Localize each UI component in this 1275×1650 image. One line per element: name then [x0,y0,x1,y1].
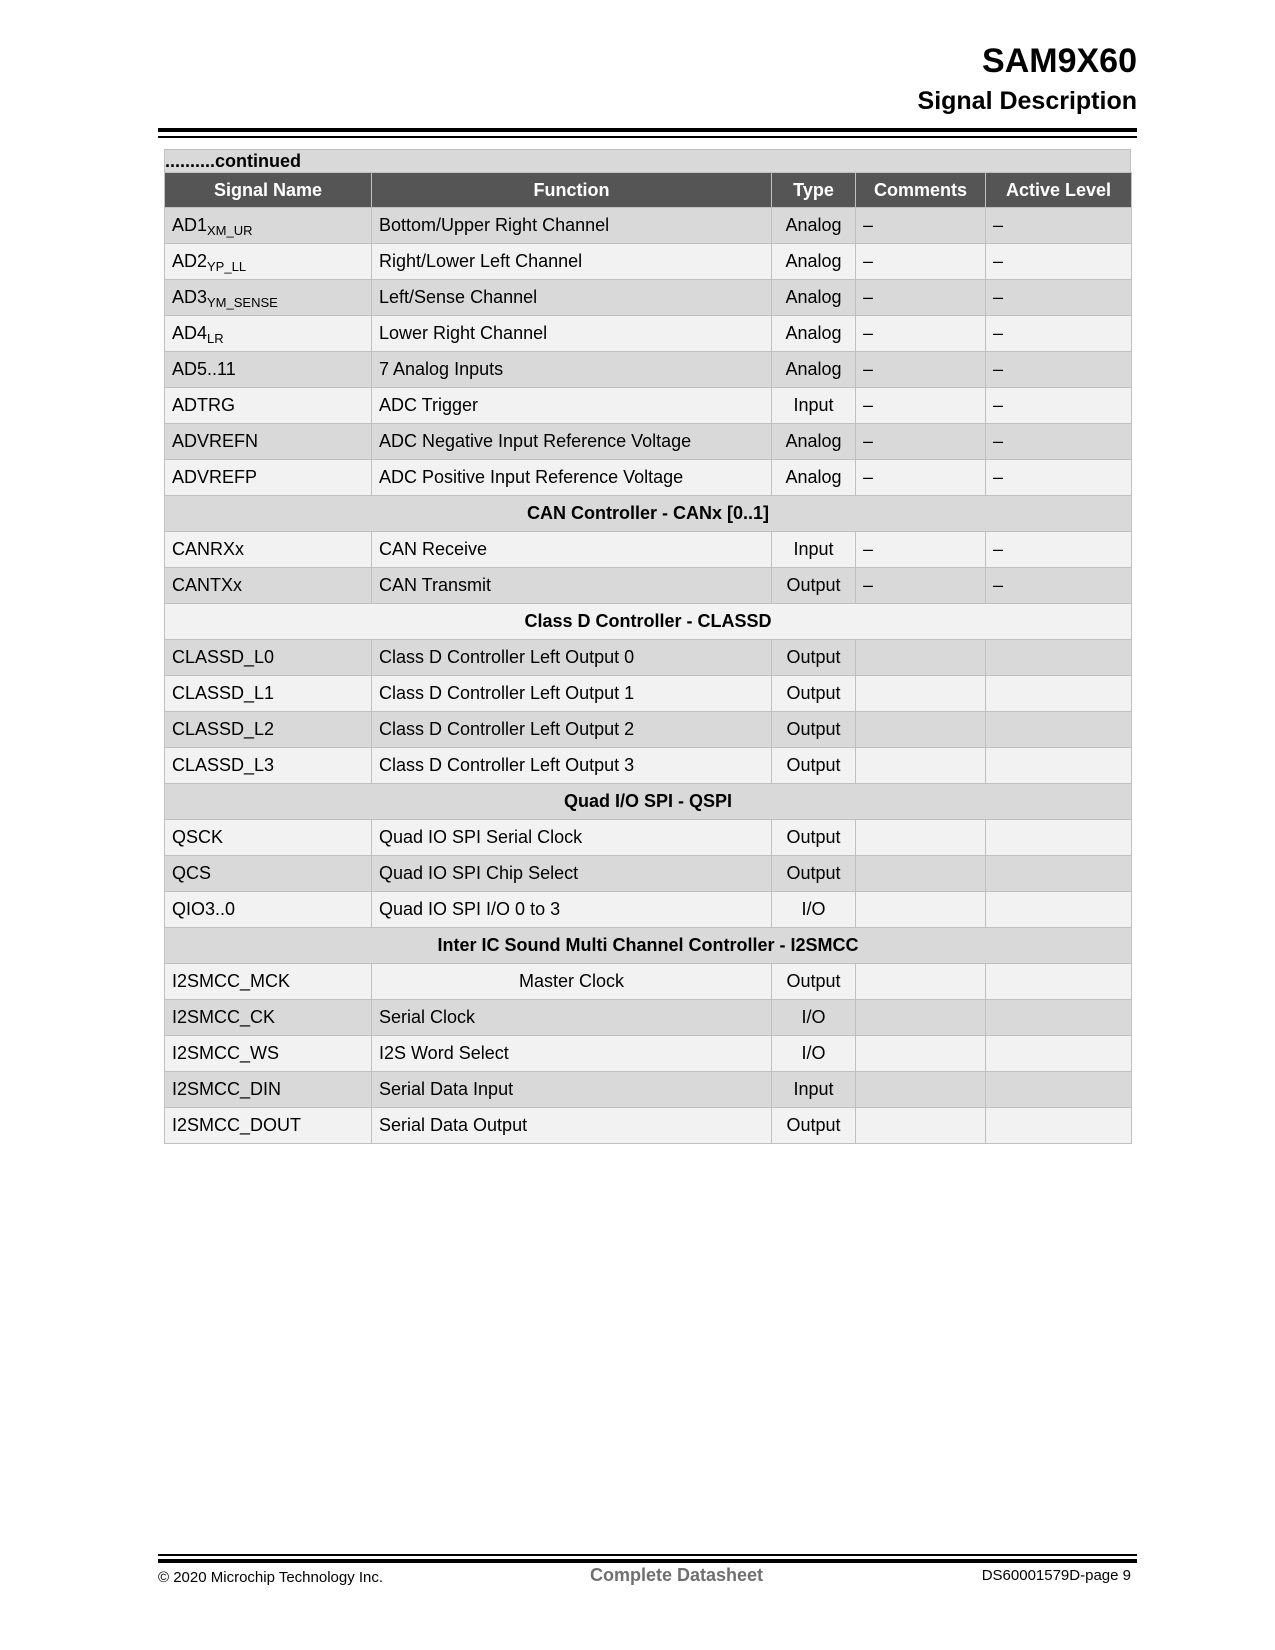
cell-comments: – [856,280,986,316]
table-body [165,208,1132,1144]
signal-name-text: QCS [172,863,212,883]
table-row [165,352,1132,388]
signal-name-text: ADVREFN [172,431,259,451]
cell-function: Master Clock [372,964,772,1000]
cell-comments [856,712,986,748]
signal-name-text: CLASSD_L0 [172,647,275,667]
cell-signal-name [165,1072,372,1108]
column-header-function: Function [372,173,772,208]
footer-rule-thin [158,1554,1137,1556]
cell-active-level: – [986,568,1132,604]
header-rule-thick [158,128,1137,132]
cell-comments: – [856,424,986,460]
cell-function: I2S Word Select [372,1036,772,1072]
cell-comments [856,964,986,1000]
cell-type: Analog [772,460,856,496]
cell-function: Serial Data Output [372,1108,772,1144]
cell-signal-name [165,352,372,388]
cell-comments: – [856,352,986,388]
cell-type: Analog [772,208,856,244]
table-row [165,892,1132,928]
cell-type: I/O [772,1036,856,1072]
cell-active-level: – [986,316,1132,352]
cell-type: Analog [772,424,856,460]
cell-active-level: – [986,352,1132,388]
cell-function: Quad IO SPI I/O 0 to 3 [372,892,772,928]
signal-name-text: AD1 [172,215,208,235]
cell-comments [856,892,986,928]
header-rule-thin [158,136,1137,138]
document-title: SAM9X60 [982,42,1137,80]
cell-signal-name [165,964,372,1000]
cell-comments [856,676,986,712]
cell-active-level [986,1108,1132,1144]
signal-table-container [164,149,1131,1144]
cell-type: Input [772,1072,856,1108]
cell-comments: – [856,388,986,424]
continued-label: ..........continued [164,149,1131,172]
signal-name-text: I2SMCC_MCK [172,971,291,991]
table-row [165,712,1132,748]
cell-type: I/O [772,892,856,928]
cell-active-level: – [986,280,1132,316]
cell-signal-name [165,280,372,316]
cell-type: Output [772,712,856,748]
cell-type: Output [772,1108,856,1144]
cell-signal-name [165,1036,372,1072]
cell-signal-name [165,748,372,784]
signal-name-text: QIO3..0 [172,899,236,919]
table-row [165,1036,1132,1072]
table-row [165,1000,1132,1036]
cell-active-level [986,820,1132,856]
signal-name-text: AD5..11 [172,359,236,379]
cell-active-level: – [986,460,1132,496]
cell-signal-name [165,1000,372,1036]
signal-name-text: CLASSD_L1 [172,683,275,703]
cell-signal-name [165,892,372,928]
cell-type: Output [772,568,856,604]
signal-name-subscript: XM_UR [207,223,253,238]
table-row [165,856,1132,892]
signal-name-subscript: LR [207,331,224,346]
cell-function: Left/Sense Channel [372,280,772,316]
cell-function: CAN Receive [372,532,772,568]
table-row [165,1108,1132,1144]
cell-comments [856,640,986,676]
cell-function: ADC Trigger [372,388,772,424]
signal-name-text: CLASSD_L3 [172,755,275,775]
cell-comments: – [856,532,986,568]
column-header-active-level: Active Level [986,173,1132,208]
cell-comments [856,1108,986,1144]
cell-type: Output [772,964,856,1000]
table-row [165,676,1132,712]
cell-active-level [986,748,1132,784]
cell-function: ADC Positive Input Reference Voltage [372,460,772,496]
footer-rule-thick [158,1559,1137,1563]
cell-signal-name [165,676,372,712]
cell-comments [856,1036,986,1072]
cell-comments [856,1072,986,1108]
section-row [165,928,1132,964]
cell-type: Analog [772,316,856,352]
cell-active-level [986,856,1132,892]
cell-comments: – [856,208,986,244]
table-row [165,208,1132,244]
column-header-comments: Comments [856,173,986,208]
signal-name-subscript: YM_SENSE [207,295,278,310]
table-row [165,424,1132,460]
table-row [165,820,1132,856]
cell-active-level: – [986,424,1132,460]
cell-comments [856,820,986,856]
section-heading: Class D Controller - CLASSD [165,604,1132,640]
table-row [165,280,1132,316]
cell-signal-name [165,388,372,424]
cell-function: Bottom/Upper Right Channel [372,208,772,244]
table-row [165,388,1132,424]
cell-signal-name [165,856,372,892]
section-title: Signal Description [917,87,1137,115]
signal-description-table [164,172,1132,1144]
signal-name-text: ADVREFP [172,467,258,487]
cell-type: Input [772,388,856,424]
cell-signal-name [165,568,372,604]
cell-function: Quad IO SPI Serial Clock [372,820,772,856]
cell-function: Lower Right Channel [372,316,772,352]
section-heading: CAN Controller - CANx [0..1] [165,496,1132,532]
signal-name-text: AD3 [172,287,208,307]
cell-comments: – [856,460,986,496]
cell-type: Input [772,532,856,568]
signal-name-text: QSCK [172,827,224,847]
column-header-type: Type [772,173,856,208]
signal-name-text: AD4 [172,323,208,343]
cell-signal-name [165,640,372,676]
cell-active-level [986,1036,1132,1072]
cell-function: Right/Lower Left Channel [372,244,772,280]
cell-signal-name [165,820,372,856]
column-header-signal-name: Signal Name [165,173,372,208]
page-header [918,40,1137,119]
cell-type: Analog [772,352,856,388]
cell-active-level: – [986,388,1132,424]
cell-active-level [986,964,1132,1000]
table-row [165,748,1132,784]
cell-active-level [986,1072,1132,1108]
section-row [165,496,1132,532]
section-row [165,604,1132,640]
cell-type: Output [772,748,856,784]
cell-active-level: – [986,208,1132,244]
signal-name-text: AD2 [172,251,208,271]
table-row [165,244,1132,280]
cell-function: Class D Controller Left Output 1 [372,676,772,712]
signal-name-subscript: YP_LL [207,259,247,274]
footer-page-ref: DS60001579D-page 9 [981,1567,1131,1584]
table-row [165,568,1132,604]
cell-function: 7 Analog Inputs [372,352,772,388]
cell-type: Output [772,856,856,892]
signal-name-text: I2SMCC_DOUT [172,1115,302,1135]
cell-signal-name [165,532,372,568]
signal-name-text: I2SMCC_DIN [172,1079,282,1099]
table-row [165,640,1132,676]
cell-signal-name [165,712,372,748]
section-row [165,784,1132,820]
cell-type: Output [772,820,856,856]
cell-signal-name [165,316,372,352]
cell-comments [856,856,986,892]
signal-name-text: I2SMCC_WS [172,1043,280,1063]
cell-type: I/O [772,1000,856,1036]
cell-comments: – [856,316,986,352]
cell-signal-name [165,460,372,496]
section-heading: Quad I/O SPI - QSPI [165,784,1132,820]
table-row [165,316,1132,352]
cell-signal-name [165,424,372,460]
table-row [165,964,1132,1000]
cell-function: CAN Transmit [372,568,772,604]
cell-active-level [986,676,1132,712]
cell-function: Class D Controller Left Output 0 [372,640,772,676]
footer-copyright: © 2020 Microchip Technology Inc. [158,1569,384,1586]
cell-comments: – [856,244,986,280]
cell-active-level: – [986,244,1132,280]
cell-function: ADC Negative Input Reference Voltage [372,424,772,460]
cell-type: Analog [772,280,856,316]
footer-doc-type: Complete Datasheet [590,1565,764,1585]
cell-function: Quad IO SPI Chip Select [372,856,772,892]
cell-type: Output [772,676,856,712]
cell-function: Class D Controller Left Output 2 [372,712,772,748]
cell-active-level [986,1000,1132,1036]
section-heading: Inter IC Sound Multi Channel Controller - I2SMCC [165,928,1132,964]
cell-comments: – [856,568,986,604]
cell-active-level [986,712,1132,748]
signal-name-text: CANRXx [172,539,245,559]
cell-comments [856,748,986,784]
table-row [165,460,1132,496]
cell-active-level [986,640,1132,676]
cell-function: Serial Clock [372,1000,772,1036]
signal-name-text: CLASSD_L2 [172,719,275,739]
cell-type: Output [772,640,856,676]
signal-name-text: ADTRG [172,395,235,415]
cell-signal-name [165,1108,372,1144]
signal-name-text: CANTXx [172,575,243,595]
table-header-row [165,173,1132,208]
table-row [165,1072,1132,1108]
cell-comments [856,1000,986,1036]
cell-function: Class D Controller Left Output 3 [372,748,772,784]
signal-name-text: I2SMCC_CK [172,1007,276,1027]
cell-type: Analog [772,244,856,280]
cell-active-level [986,892,1132,928]
cell-signal-name [165,244,372,280]
cell-active-level: – [986,532,1132,568]
cell-signal-name [165,208,372,244]
cell-function: Serial Data Input [372,1072,772,1108]
table-row [165,532,1132,568]
